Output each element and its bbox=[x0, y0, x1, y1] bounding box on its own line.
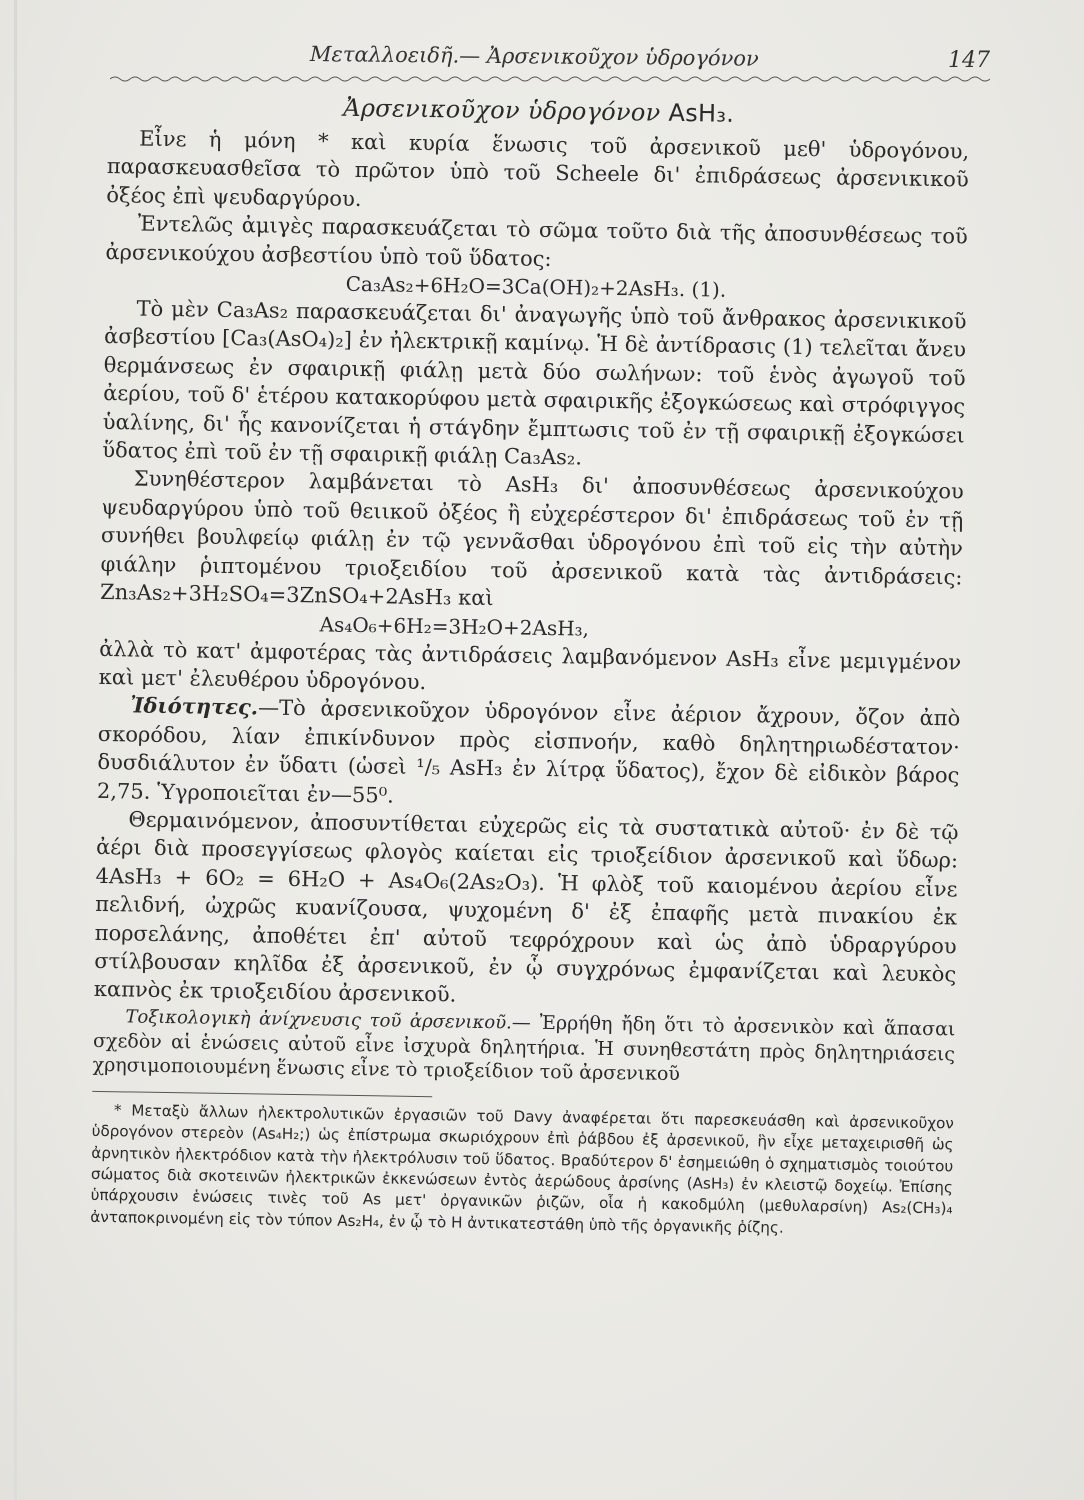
paragraph-common-method: Συνηθέστερον λαμβάνεται τὸ AsH₃ δι' ἀποσυνθέσεως ἀρσενικούχου ψευδαργύρου ὑπὸ τοῦ θειικοῦ ὀξέος ἢ εὐχερέστερον δι' ἐπιδράσεως τοῦ ἐν τῇ συνήθει βουλφείῳ φιάλῃ ἐν τῷ γεννᾶσθαι ὑδρογόνου ἐπὶ τοῦ εἰς τὴν αὐτὴν φιάλην ῥιπτομένου τριοξειδίου τοῦ ἀρσενικοῦ κατὰ τὰς ἀντιδράσεις: Zn₃As₂+3H₂SO₄=3ZnSO₄+2AsH₃ καὶ bbox=[99, 466, 964, 611]
toxicology-heading: Τοξικολογικὴ ἀνίχνευσις τοῦ ἀρσενικοῦ. bbox=[125, 1006, 513, 1034]
equation-2: As₄O₆+6H₂=3H₂O+2AsH₃, bbox=[319, 611, 590, 641]
header-wavy-rule bbox=[110, 74, 990, 84]
section-title-text: Ἀρσενικοῦχον ὑδρογόνον bbox=[343, 93, 661, 127]
page-number: 147 bbox=[948, 48, 990, 73]
section-title-formula: AsH₃. bbox=[668, 98, 735, 128]
properties-heading: Ἰδιότητες. bbox=[130, 692, 259, 720]
paragraph-properties bbox=[97, 691, 961, 818]
paragraph-apparatus: Τὸ μὲν Ca₃As₂ παρασκευάζεται δι' ἀναγωγῆς ὑπὸ τοῦ ἄνθρακος ἀρσενικικοῦ ἀσβεστίου [Ca₃(AsO₄)₂] ἐν ἠλεκτρικῇ καμίνῳ. Ἡ δὲ ἀντίδρασις (1) τελεῖται ἄνευ θερμάνσεως ἐν σφαιρικῇ φιάλῃ μετὰ δύο σωλήνων: τοῦ ἑνὸς ἀγωγοῦ τοῦ ἀερίου, τοῦ δ' ἑτέρου κατακορύφου μετὰ σφαιρικῆς ἐξογκώσεως καὶ στρόφιγγος ὑαλίνης, δι' ἧς κανονίζεται ἡ στάγδην ἔμπτωσις τοῦ ἐν τῇ σφαιρικῇ ἐξογκώσει ὕδατος ἐπὶ τοῦ ἐν τῇ σφαιρικῇ φιάλῃ Ca₃As₂. bbox=[102, 296, 967, 470]
page-edge-shadow bbox=[14, 0, 17, 1500]
paragraph-toxicology bbox=[93, 1004, 956, 1091]
paragraph-heating: Θερμαινόμενον, ἀποσυντίθεται εὐχερῶς εἰς τὰ συστατικὰ αὐτοῦ· ἐν δὲ τῷ ἀέρι διὰ προσεγγίσεως φλογὸς καίεται εἰς τριοξείδιον ἀρσενικοῦ καὶ ὕδωρ: 4AsH₃ + 6O₂ = 6H₂O + As₄O₆(2As₂O₃). Ἡ φλὸξ τοῦ καιομένου ἀερίου εἶνε πελιδνή, ὠχρῶς κυανίζουσα, ψυχομένη δ' ἐξ ἐπαφῆς μετὰ πινακίου ἐκ πορσελάνης, ἀποθέτει ἐπ' αὐτοῦ τεφρόχρουν καὶ ὡς ἀπὸ ὑδραργύρου στίλβουσαν κηλῖδα ἐξ ἀρσενικοῦ, ἐν ᾧ συγχρόνως ἐμφανίζεται καὶ λευκὸς καπνὸς ἐκ τριοξειδίου ἀρσενικοῦ. bbox=[93, 807, 959, 1007]
paragraph-preparation: Ἐντελῶς ἀμιγὲς παρασκευάζεται τὸ σῶμα τοῦτο διὰ τῆς ἀποσυνθέσεως τοῦ ἀρσενικούχου ἀσβεστίου ὑπὸ τοῦ ὕδατος: bbox=[105, 211, 968, 271]
page-header bbox=[110, 38, 990, 98]
paragraph-intro: Εἶνε ἡ μόνη * καὶ κυρία ἕνωσις τοῦ ἀρσενικοῦ μεθ' ὑδρογόνου, παρασκευασθεῖσα τὸ πρῶτον ὑπὸ τοῦ Scheele δι' ἐπιδράσεως ἀρσενικικοῦ ὀξέος ἐπὶ ψευδαργύρου. bbox=[106, 126, 970, 211]
running-title: Μεταλλοειδῆ.— Ἀρσενικοῦχον ὑδρογόνον bbox=[309, 42, 759, 71]
properties-text: —Τὸ ἀρσενικοῦχον ὑδρογόνον εἶνε ἀέριον ἄχρουν, ὄζον ἀπὸ σκορόδου, λίαν ἐπικίνδυνον πρὸς εἰσπνοήν, καθὸ δηλητηριωδέστατον· δυσδιάλυτον ἐν ὕδατι (ὡσεὶ ¹/₅ AsH₃ ἐν λίτρᾳ ὕδατος), ἔχον δὲ εἰδικὸν βάρος 2,75. Ὑγροποιεῖται ἐν—55⁰. bbox=[96, 695, 961, 808]
paragraph-mixture: ἀλλὰ τὸ κατ' ἀμφοτέρας τὰς ἀντιδράσεις λαμβανόμενον AsH₃ εἶνε μεμιγμένον καὶ μετ' ἐλευθέρου ὑδρογόνου. bbox=[98, 636, 962, 694]
page-body bbox=[90, 90, 970, 1242]
toxicology-text: — Ἐρρήθη ἤδη ὅτι τὸ ἀρσενικὸν καὶ ἅπασαι σχεδὸν αἱ ἑνώσεις αὐτοῦ εἶνε ἰσχυρὰ δηλητήρια. Ἡ συνηθεστάτη πρὸς δηλητηριάσεις χρησιμοποιουμένη ἕνωσις εἶνε τὸ τριοξείδιον τοῦ ἀρσενικοῦ bbox=[92, 1011, 956, 1085]
equation-1: Ca₃As₂+6H₂O=3Ca(OH)₂+2AsH₃. (1). bbox=[345, 271, 727, 302]
footnote: * Μεταξὺ ἄλλων ἠλεκτρολυτικῶν ἐργασιῶν τοῦ Davy ἀναφέρεται ὅτι παρεσκευάσθη καὶ ἀρσενικοῦχον ὑδρογόνον στερεὸν (As₄H₂;) ὡς ἐπίστρωμα σκωριόχρουν ἐπὶ ῥάβδου ἐξ ἀρσενικοῦ, ἣν εἶχε μεταχειρισθῆ ὡς ἀρνητικὸν ἠλεκτρόδιον κατὰ τὴν ἠλεκτρόλυσιν τοῦ ὕδατος. Βραδύτερον δ' ἐσημειώθη ὁ σχηματισμὸς τοιούτου σώματος διὰ σκοτεινῶν ἠλεκτρικῶν ἐκκενώσεων ἐντὸς ἀερώδους ἀρσίνης (AsH₃) ἐν κλειστῷ δοχείῳ. Ἐπίσης ὑπάρχουσιν ἑνώσεις τινὲς τοῦ As μετ' ὀργανικῶν ῥιζῶν, οἷα ἡ κακοδμύλη (μεθυλαρσίνη) As₂(CH₃)₄ ἀνταποκρινομένη εἰς τὸν τύπον As₂H₄, ἐν ᾧ τὸ H ἀντικατεστάθη ὑπὸ τῆς ὀργανικῆς ῥίζης. bbox=[90, 1101, 955, 1237]
footnote-separator bbox=[92, 1091, 432, 1097]
